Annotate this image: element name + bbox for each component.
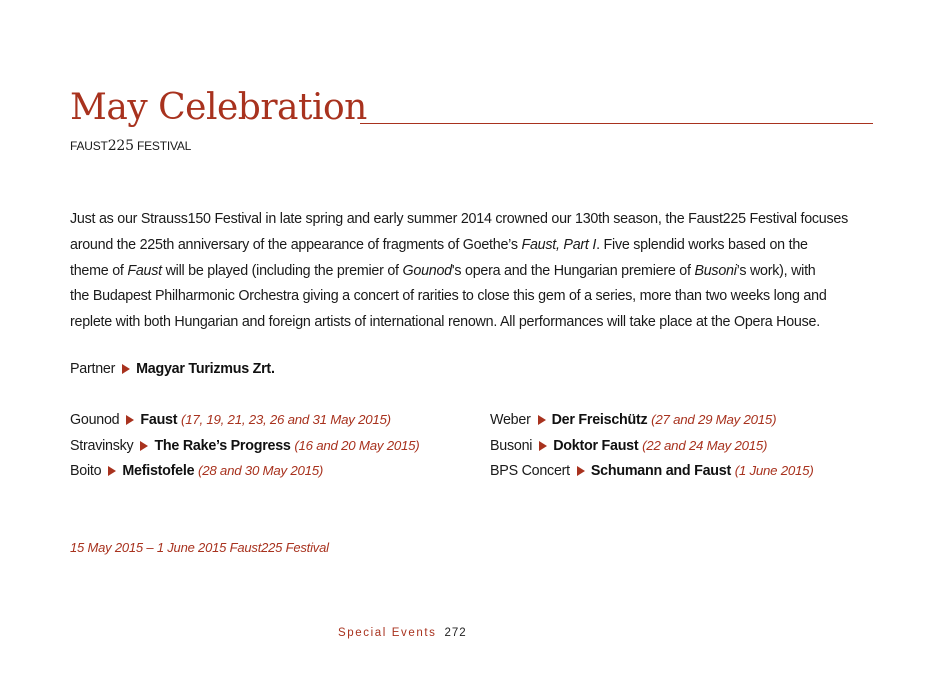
intro-italic: Faust, Part I xyxy=(521,236,597,253)
subtitle xyxy=(70,138,191,154)
intro-italic: Busoni xyxy=(694,262,737,279)
partner-line xyxy=(70,361,275,377)
event-composer: Stravinsky xyxy=(70,437,134,454)
intro-text: ’s work), with xyxy=(736,262,816,279)
event-item xyxy=(490,412,814,438)
event-item xyxy=(490,438,814,464)
triangle-right-icon xyxy=(108,466,116,476)
event-composer: Weber xyxy=(490,412,531,428)
intro-italic: Faust xyxy=(127,262,162,279)
event-work: Der Freischütz xyxy=(551,412,648,428)
page-footer xyxy=(338,627,467,639)
intro-text: the Budapest Philharmonic Orchestra giving a concert of rarities to close this gem of a series, more than two weeks long and xyxy=(70,288,827,305)
intro-line xyxy=(70,284,875,310)
intro-text: around the 225th anniversary of the appearance of fragments of Goethe’s xyxy=(70,236,522,253)
triangle-right-icon xyxy=(577,466,585,476)
event-dates: (16 and 20 May 2015) xyxy=(294,437,420,453)
page-number: 272 xyxy=(444,627,467,639)
event-work: Faust xyxy=(140,412,178,428)
event-dates: (22 and 24 May 2015) xyxy=(642,437,768,453)
events-left-column xyxy=(70,412,419,489)
intro-line xyxy=(70,233,875,259)
intro-text: replete with both Hungarian and foreign artists of international renown. All performances will take place at the Opera House. xyxy=(70,314,820,331)
event-item xyxy=(70,463,419,489)
triangle-right-icon xyxy=(140,441,148,451)
triangle-right-icon xyxy=(122,364,130,374)
page-title: May Celebration xyxy=(70,87,367,128)
event-work: Schumann and Faust xyxy=(590,463,731,479)
event-dates: (28 and 30 May 2015) xyxy=(198,463,324,478)
triangle-right-icon xyxy=(126,415,134,425)
subtitle-suffix: FESTIVAL xyxy=(136,139,192,153)
triangle-right-icon xyxy=(538,415,546,425)
event-work: Doktor Faust xyxy=(553,437,639,454)
partner-label: Partner xyxy=(70,361,116,377)
event-dates: (27 and 29 May 2015) xyxy=(651,412,777,427)
intro-italic: Gounod xyxy=(402,262,452,279)
triangle-right-icon xyxy=(539,441,547,451)
event-item xyxy=(70,412,419,438)
intro-text: . Five splendid works based on the xyxy=(596,236,808,253)
events-right-column xyxy=(490,412,814,489)
festival-dates: 15 May 2015 – 1 June 2015 Faust225 Festival xyxy=(70,540,329,555)
event-composer: BPS Concert xyxy=(490,463,570,479)
subtitle-number: 225 xyxy=(107,138,134,154)
event-item xyxy=(70,438,419,464)
intro-text: will be played (including the premier of xyxy=(161,262,403,279)
intro-line xyxy=(70,207,875,233)
event-composer: Busoni xyxy=(490,437,533,454)
event-dates: (17, 19, 21, 23, 26 and 31 May 2015) xyxy=(181,412,391,427)
event-dates: (1 June 2015) xyxy=(734,463,814,478)
subtitle-prefix: FAUST xyxy=(70,139,108,153)
title-rule xyxy=(360,123,873,124)
event-work: The Rake’s Progress xyxy=(154,437,291,454)
intro-line xyxy=(70,259,875,285)
event-work: Mefistofele xyxy=(122,463,195,479)
section-name: Special Events xyxy=(338,627,437,639)
intro-paragraph xyxy=(70,207,875,336)
intro-text: Just as our Strauss150 Festival in late spring and early summer 2014 crowned our 130th season, the Faust225 Festival focuses xyxy=(70,211,848,227)
intro-line xyxy=(70,310,875,336)
event-composer: Boito xyxy=(70,463,102,479)
event-item xyxy=(490,463,814,489)
event-composer: Gounod xyxy=(70,412,120,428)
intro-text: theme of xyxy=(70,262,128,279)
intro-text: 's opera and the Hungarian premiere of xyxy=(451,262,695,279)
partner-name: Magyar Turizmus Zrt. xyxy=(136,361,275,377)
